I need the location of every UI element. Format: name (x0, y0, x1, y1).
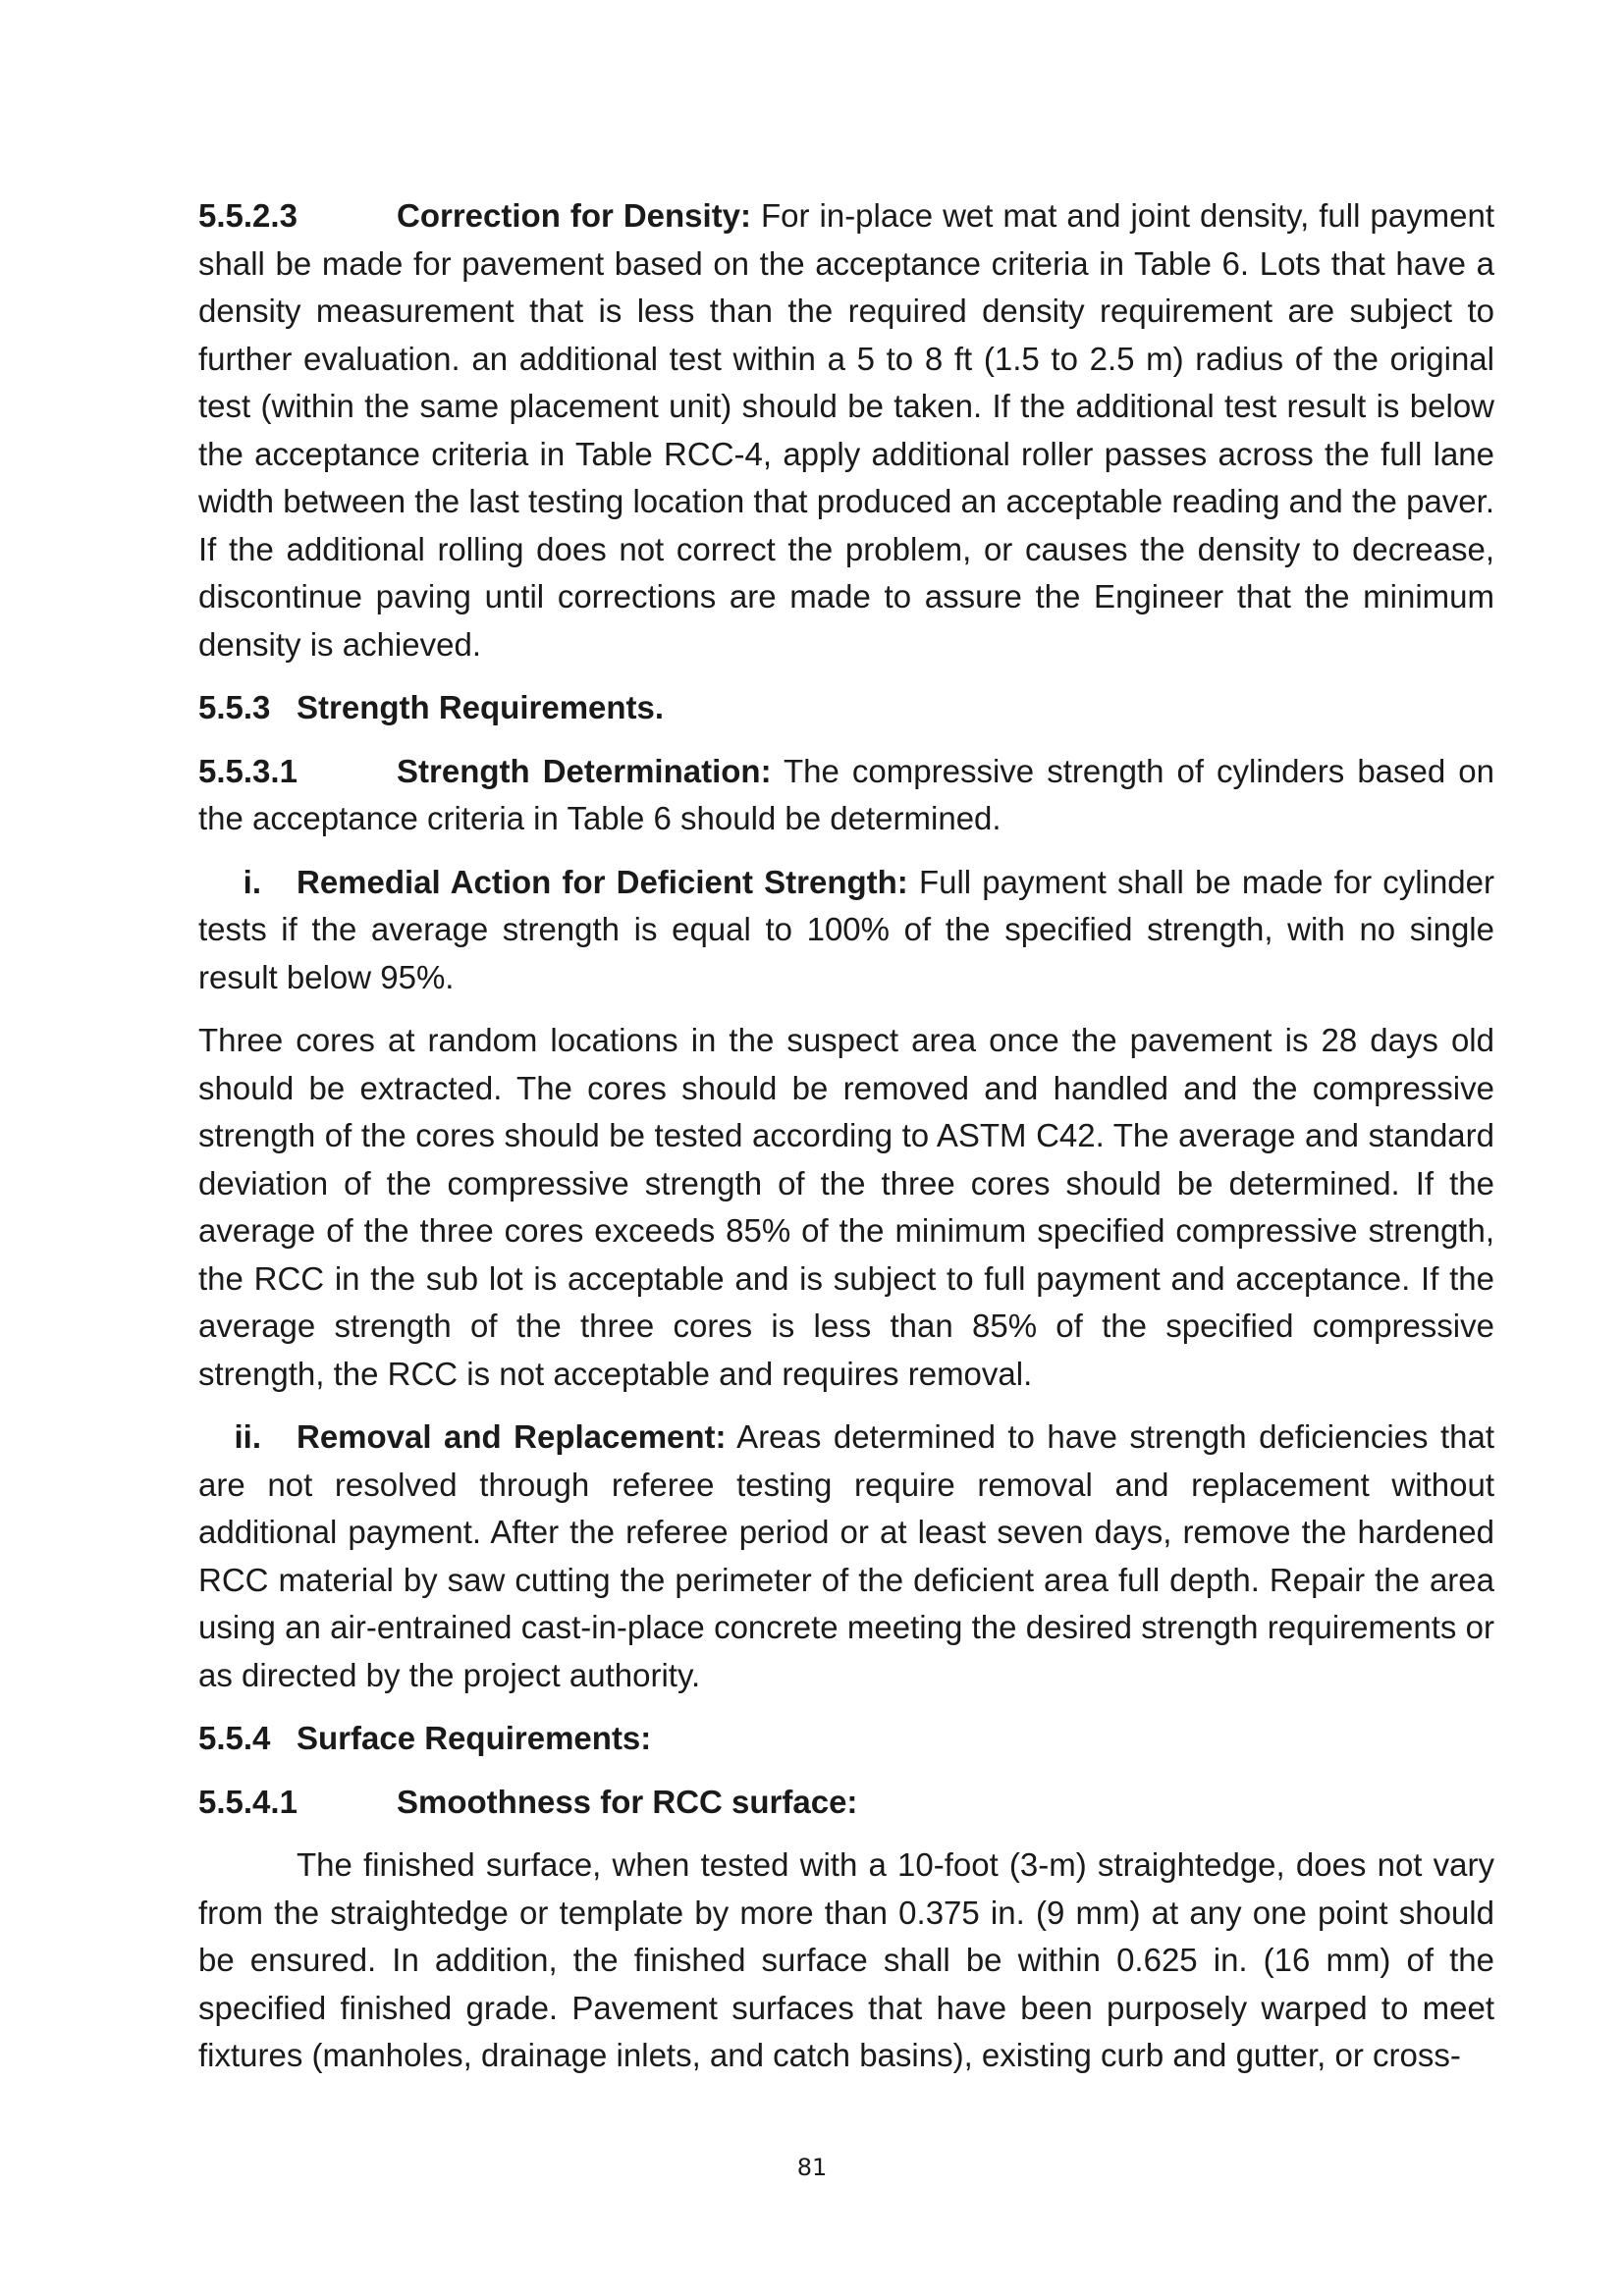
section-number: 5.5.3 (198, 689, 271, 725)
list-item-text: Areas determined to have strength deficiencies that are not resolved through referee testing require removal and replacement without additional payment. After the referee period or at least seven days, remove the hardened RCC material by saw cutting the perimeter of the deficient area full depth. Repair the area using an air-entrained cast-in-place concrete meeting the desired strength requirements or as directed by the project authority. (198, 1418, 1495, 1693)
list-item-ii (198, 1414, 1494, 1699)
cores-paragraph: Three cores at random locations in the suspect area once the pavement is 28 days old should be extracted. The cores should be removed and handled and the compressive strength of the cores should be tested according to ASTM C42. The average and standard deviation of the compressive strength of the three cores should be determined. If the average of the three cores exceeds 85% of the minimum specified compressive strength, the RCC in the sub lot is acceptable and is subject to full payment and acceptance. If the average strength of the three cores is less than 85% of the specified compressive strength, the RCC is not acceptable and requires removal. (198, 1022, 1494, 1392)
section-title: Correction for Density: (397, 197, 752, 234)
section-number: 5.5.4.1 (198, 1783, 298, 1820)
section-text: The compressive strength of cylinders based on the acceptance criteria in Table 6 should be determined. (198, 752, 1494, 836)
section-title: Smoothness for RCC surface: (397, 1783, 858, 1820)
section-title: Strength Determination: (397, 752, 772, 789)
section-5-5-3-heading (198, 684, 1494, 732)
document-body (198, 192, 1494, 2096)
section-number: 5.5.4 (198, 1720, 271, 1756)
section-title: Surface Requirements: (297, 1720, 652, 1756)
list-item-i (198, 859, 1494, 1002)
section-number: 5.5.2.3 (198, 197, 298, 234)
section-number: 5.5.3.1 (198, 752, 298, 789)
list-item-text: Full payment shall be made for cylinder tests if the average strength is equal to 100% of the specified strength, with no single result below 95%. (198, 863, 1494, 995)
section-text: For in-place wet mat and joint density, full payment shall be made for pavement based on the acceptance criteria in Table 6. Lots that have a density measurement that is less than the required density requirement are subject to further evaluation. an additional test within a 5 to 8 ft (1.5 to 2.5 m) radius of the original test (within the same placement unit) should be taken. If the additional test result is below the acceptance criteria in Table RCC-4, apply additional roller passes across the full lane width between the last testing location that produced an acceptable reading and the paver. If the additional rolling does not correct the problem, or causes the density to decrease, discontinue paving until corrections are made to assure the Engineer that the minimum density is achieved. (198, 197, 1495, 663)
list-marker: ii. (234, 1418, 261, 1455)
section-title: Strength Requirements. (297, 689, 665, 725)
list-item-title: Remedial Action for Deficient Strength: (297, 863, 908, 900)
section-5-5-3-1 (198, 748, 1494, 843)
section-5-5-4-heading (198, 1715, 1494, 1763)
section-5-5-4-1-heading (198, 1779, 1494, 1827)
page-number: 81 (796, 2154, 828, 2181)
smoothness-paragraph: The finished surface, when tested with a 10-foot (3-m) straightedge, does not vary from the straightedge or template by more than 0.375 in. (9 mm) at any one point should be ensured. In addition, the finished surface shall be within 0.625 in. (16 mm) of the specified finished grade. Pavement surfaces that have been purposely warped to meet fixtures (manholes, drainage inlets, and catch basins), existing curb and gutter, or cross- (198, 1846, 1494, 2073)
list-item-title: Removal and Replacement: (297, 1418, 727, 1455)
section-5-5-2-3 (198, 192, 1494, 668)
list-marker: i. (243, 863, 261, 900)
